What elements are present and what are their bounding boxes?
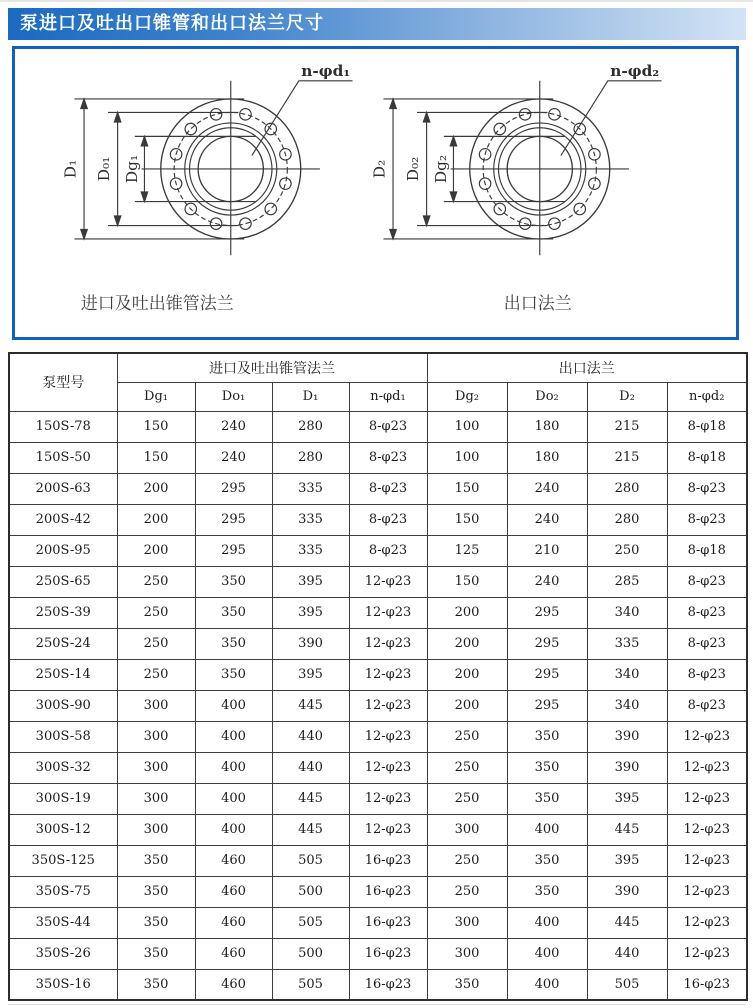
- dimension-cell: 240: [195, 442, 272, 473]
- inlet-flange-svg: [15, 52, 365, 287]
- dimension-cell: 300: [427, 938, 507, 969]
- pump-model-cell: 300S-90: [9, 690, 117, 721]
- flange-dimension-table: [8, 352, 748, 1001]
- dimension-cell: 12-φ23: [349, 690, 427, 721]
- dimension-cell: 505: [272, 845, 349, 876]
- dimension-cell: 12-φ23: [349, 566, 427, 597]
- table-row: [9, 597, 747, 628]
- inlet-flange-caption: 进口及吐出锥管法兰: [80, 294, 234, 314]
- dimension-cell: 335: [272, 504, 349, 535]
- bolt-hole: [265, 203, 277, 215]
- dimension-cell: 16-φ23: [667, 969, 747, 1000]
- dimension-cell: 350: [195, 597, 272, 628]
- dimension-cell: 445: [272, 814, 349, 845]
- bolt-hole: [240, 109, 252, 121]
- dimension-cell: 350: [117, 876, 195, 907]
- dimension-cell: 440: [587, 938, 667, 969]
- dimension-cell: 295: [195, 535, 272, 566]
- dimension-cell: 460: [195, 845, 272, 876]
- dimension-cell: 16-φ23: [349, 938, 427, 969]
- dimension-cell: 250: [587, 535, 667, 566]
- bolt-hole: [280, 178, 292, 190]
- dimension-cell: 445: [272, 783, 349, 814]
- dimension-cell: 300: [117, 752, 195, 783]
- dimension-cell: 200: [427, 659, 507, 690]
- dim-label-bore: Dg₂: [431, 154, 450, 184]
- dimension-cell: 8-φ23: [667, 597, 747, 628]
- dimension-cell: 180: [507, 442, 587, 473]
- dimension-cell: 350: [117, 907, 195, 938]
- dimension-cell: 12-φ23: [349, 783, 427, 814]
- holes-leader-line: [560, 81, 661, 156]
- dimension-cell: 8-φ23: [667, 504, 747, 535]
- dimension-cell: 335: [272, 535, 349, 566]
- dimension-cell: 8-φ18: [667, 535, 747, 566]
- dimension-cell: 300: [117, 721, 195, 752]
- dimension-cell: 8-φ23: [349, 535, 427, 566]
- bolt-hole: [548, 218, 560, 230]
- table-row: [9, 442, 747, 473]
- dimension-cell: 215: [587, 411, 667, 442]
- dimension-cell: 8-φ23: [667, 566, 747, 597]
- dimension-cell: 150: [117, 411, 195, 442]
- dimension-cell: 350: [195, 566, 272, 597]
- pump-model-cell: 200S-95: [9, 535, 117, 566]
- dimension-cell: 125: [427, 535, 507, 566]
- dimension-cell: 350: [507, 876, 587, 907]
- bolt-hole: [588, 178, 600, 190]
- column-header-n-d2: n-φd₂: [667, 382, 747, 411]
- dimension-cell: 250: [427, 752, 507, 783]
- dimension-cell: 240: [507, 504, 587, 535]
- holes-label: n-φd₁: [301, 61, 351, 80]
- dimension-cell: 16-φ23: [349, 845, 427, 876]
- dimension-cell: 280: [272, 411, 349, 442]
- dimension-cell: 12-φ23: [667, 938, 747, 969]
- dimension-cell: 350: [117, 845, 195, 876]
- dimension-cell: 150: [117, 442, 195, 473]
- dimension-cell: 390: [587, 876, 667, 907]
- dimension-cell: 400: [507, 907, 587, 938]
- inlet-flange-diagram: [15, 49, 376, 337]
- dimension-cell: 460: [195, 969, 272, 1000]
- table-row: [9, 752, 747, 783]
- pump-model-cell: 350S-75: [9, 876, 117, 907]
- bolt-hole: [210, 109, 222, 121]
- dimension-cell: 460: [195, 876, 272, 907]
- pump-model-cell: 200S-42: [9, 504, 117, 535]
- pump-model-cell: 300S-19: [9, 783, 117, 814]
- dimension-cell: 300: [117, 690, 195, 721]
- dimension-cell: 200: [117, 535, 195, 566]
- dimension-cell: 250: [427, 721, 507, 752]
- dimension-cell: 340: [587, 659, 667, 690]
- dimension-cell: 505: [587, 969, 667, 1000]
- dimension-cell: 390: [272, 628, 349, 659]
- table-row: [9, 969, 747, 1000]
- dimension-cell: 295: [507, 597, 587, 628]
- pump-model-cell: 300S-12: [9, 814, 117, 845]
- column-header-dg2: Dg₂: [427, 382, 507, 411]
- dimension-cell: 340: [587, 690, 667, 721]
- dimension-cell: 395: [587, 783, 667, 814]
- dimension-cell: 200: [427, 628, 507, 659]
- table-row: [9, 411, 747, 442]
- pump-model-cell: 300S-58: [9, 721, 117, 752]
- dimension-cell: 300: [117, 814, 195, 845]
- pump-model-cell: 300S-32: [9, 752, 117, 783]
- pump-model-cell: 250S-14: [9, 659, 117, 690]
- dimension-cell: 200: [117, 473, 195, 504]
- dimension-cell: 250: [427, 845, 507, 876]
- dimension-cell: 12-φ23: [667, 721, 747, 752]
- bolt-hole: [548, 109, 560, 121]
- table-row: [9, 535, 747, 566]
- dimension-cell: 180: [507, 411, 587, 442]
- dimension-cell: 350: [427, 969, 507, 1000]
- table-row: [9, 659, 747, 690]
- dimension-cell: 295: [195, 473, 272, 504]
- dimension-cell: 8-φ23: [349, 473, 427, 504]
- dimension-cell: 285: [587, 566, 667, 597]
- dimension-cell: 250: [427, 783, 507, 814]
- dimension-cell: 390: [587, 721, 667, 752]
- dimension-cell: 12-φ23: [667, 783, 747, 814]
- column-header-dg1: Dg₁: [117, 382, 195, 411]
- dimension-cell: 500: [272, 938, 349, 969]
- dimension-cell: 400: [195, 690, 272, 721]
- dimension-cell: 250: [117, 597, 195, 628]
- flange-diagram-panel: [12, 46, 739, 340]
- pump-model-cell: 350S-26: [9, 938, 117, 969]
- dimension-cell: 16-φ23: [349, 907, 427, 938]
- dimension-cell: 505: [272, 907, 349, 938]
- outlet-flange-diagram: [369, 49, 737, 337]
- column-header-pump-model: 泵型号: [9, 353, 117, 411]
- dimension-cell: 12-φ23: [667, 845, 747, 876]
- dimension-cell: 295: [507, 659, 587, 690]
- dimension-cell: 210: [507, 535, 587, 566]
- dimension-cell: 150: [427, 504, 507, 535]
- dimension-cell: 460: [195, 938, 272, 969]
- dimension-cell: 280: [272, 442, 349, 473]
- table-row: [9, 504, 747, 535]
- dimension-cell: 350: [507, 721, 587, 752]
- dimension-cell: 12-φ23: [349, 628, 427, 659]
- dimension-cell: 395: [272, 659, 349, 690]
- column-header-d2: D₂: [587, 382, 667, 411]
- dimension-cell: 200: [427, 597, 507, 628]
- pump-model-cell: 150S-78: [9, 411, 117, 442]
- pump-model-cell: 350S-44: [9, 907, 117, 938]
- column-header-n-d1: n-φd₁: [349, 382, 427, 411]
- dimension-cell: 8-φ23: [349, 504, 427, 535]
- dimension-cell: 8-φ23: [667, 473, 747, 504]
- dim-label-bolt: D₀₁: [94, 156, 113, 182]
- dimension-cell: 200: [117, 504, 195, 535]
- pump-model-cell: 250S-24: [9, 628, 117, 659]
- dimension-cell: 240: [507, 473, 587, 504]
- dim-label-outer: D₁: [61, 159, 80, 179]
- outlet-flange-svg: [324, 52, 674, 287]
- dimension-cell: 12-φ23: [667, 752, 747, 783]
- table-row: [9, 690, 747, 721]
- table-row: [9, 721, 747, 752]
- outlet-flange-caption: 出口法兰: [503, 294, 572, 314]
- dimension-cell: 250: [117, 566, 195, 597]
- dimension-cell: 390: [587, 752, 667, 783]
- table-row: [9, 783, 747, 814]
- table-row: [9, 938, 747, 969]
- group-header-inlet-flange: 进口及吐出锥管法兰: [117, 353, 427, 382]
- dimension-cell: 12-φ23: [349, 721, 427, 752]
- dimension-cell: 150: [427, 566, 507, 597]
- column-header-do1: Do₁: [195, 382, 272, 411]
- dimension-cell: 445: [272, 690, 349, 721]
- dimension-cell: 12-φ23: [349, 659, 427, 690]
- dim-label-outer: D₂: [369, 159, 388, 179]
- dimension-cell: 12-φ23: [667, 907, 747, 938]
- dimension-cell: 400: [507, 814, 587, 845]
- table-row: [9, 473, 747, 504]
- dimension-cell: 250: [427, 876, 507, 907]
- dimension-cell: 500: [272, 876, 349, 907]
- dim-label-bolt: D₀₂: [403, 156, 422, 182]
- bolt-hole: [494, 123, 506, 135]
- dimension-cell: 395: [272, 597, 349, 628]
- bolt-hole: [573, 203, 585, 215]
- pump-model-cell: 200S-63: [9, 473, 117, 504]
- dimension-cell: 400: [507, 938, 587, 969]
- dimension-cell: 400: [195, 721, 272, 752]
- dimension-cell: 300: [117, 783, 195, 814]
- dimension-cell: 250: [117, 628, 195, 659]
- dimension-cell: 335: [587, 628, 667, 659]
- dimension-cell: 295: [507, 690, 587, 721]
- holes-label: n-φd₂: [609, 61, 659, 80]
- table-row: [9, 876, 747, 907]
- dimension-cell: 350: [507, 752, 587, 783]
- table-row: [9, 814, 747, 845]
- dimension-cell: 8-φ23: [667, 659, 747, 690]
- dimension-cell: 300: [427, 907, 507, 938]
- dimension-cell: 8-φ23: [349, 411, 427, 442]
- dimension-cell: 395: [587, 845, 667, 876]
- dimension-cell: 240: [507, 566, 587, 597]
- dimension-cell: 440: [272, 752, 349, 783]
- dimension-cell: 12-φ23: [349, 752, 427, 783]
- dimension-cell: 8-φ23: [349, 442, 427, 473]
- bolt-hole: [240, 218, 252, 230]
- dimension-cell: 350: [117, 969, 195, 1000]
- dimension-cell: 250: [117, 659, 195, 690]
- dimension-cell: 280: [587, 504, 667, 535]
- dimension-cell: 215: [587, 442, 667, 473]
- dimension-cell: 8-φ23: [667, 690, 747, 721]
- dim-label-bore: Dg₁: [122, 154, 141, 184]
- spec-table-body: [9, 411, 747, 1000]
- dimension-cell: 12-φ23: [667, 814, 747, 845]
- dimension-cell: 350: [507, 783, 587, 814]
- dimension-cell: 8-φ23: [667, 628, 747, 659]
- dimension-cell: 100: [427, 442, 507, 473]
- dimension-cell: 505: [272, 969, 349, 1000]
- pump-model-cell: 250S-39: [9, 597, 117, 628]
- dimension-cell: 8-φ18: [667, 411, 747, 442]
- dimension-cell: 395: [272, 566, 349, 597]
- dimension-cell: 335: [272, 473, 349, 504]
- dimension-cell: 280: [587, 473, 667, 504]
- dimension-cell: 445: [587, 907, 667, 938]
- dimension-cell: 445: [587, 814, 667, 845]
- table-row: [9, 628, 747, 659]
- dimension-cell: 400: [507, 969, 587, 1000]
- pump-model-cell: 350S-16: [9, 969, 117, 1000]
- table-row: [9, 566, 747, 597]
- dimension-cell: 400: [195, 783, 272, 814]
- dimension-cell: 440: [272, 721, 349, 752]
- page-bottom-edge: [8, 1004, 746, 1005]
- dimension-cell: 100: [427, 411, 507, 442]
- dimension-cell: 16-φ23: [349, 876, 427, 907]
- dimension-cell: 295: [195, 504, 272, 535]
- dimension-cell: 150: [427, 473, 507, 504]
- dimension-cell: 8-φ18: [667, 442, 747, 473]
- dimension-cell: 295: [507, 628, 587, 659]
- dimension-cell: 12-φ23: [667, 876, 747, 907]
- dimension-cell: 12-φ23: [349, 597, 427, 628]
- dimension-cell: 350: [117, 938, 195, 969]
- dimension-cell: 300: [427, 814, 507, 845]
- dimension-cell: 350: [507, 845, 587, 876]
- page-title: 泵进口及吐出口锥管和出口法兰尺寸: [8, 8, 746, 40]
- dimension-cell: 340: [587, 597, 667, 628]
- dimension-cell: 12-φ23: [349, 814, 427, 845]
- pump-model-cell: 150S-50: [9, 442, 117, 473]
- dimension-cell: 16-φ23: [349, 969, 427, 1000]
- pump-model-cell: 250S-65: [9, 566, 117, 597]
- page-top-edge: [0, 0, 753, 2]
- table-row: [9, 907, 747, 938]
- bolt-hole: [519, 109, 531, 121]
- dimension-cell: 460: [195, 907, 272, 938]
- dimension-cell: 400: [195, 752, 272, 783]
- dimension-cell: 350: [195, 659, 272, 690]
- dimension-cell: 350: [195, 628, 272, 659]
- dimension-cell: 240: [195, 411, 272, 442]
- group-header-outlet-flange: 出口法兰: [427, 353, 747, 382]
- bolt-hole: [185, 123, 197, 135]
- column-header-do2: Do₂: [507, 382, 587, 411]
- pump-model-cell: 350S-125: [9, 845, 117, 876]
- dimension-cell: 200: [427, 690, 507, 721]
- column-header-d1: D₁: [272, 382, 349, 411]
- dimension-cell: 400: [195, 814, 272, 845]
- table-row: [9, 845, 747, 876]
